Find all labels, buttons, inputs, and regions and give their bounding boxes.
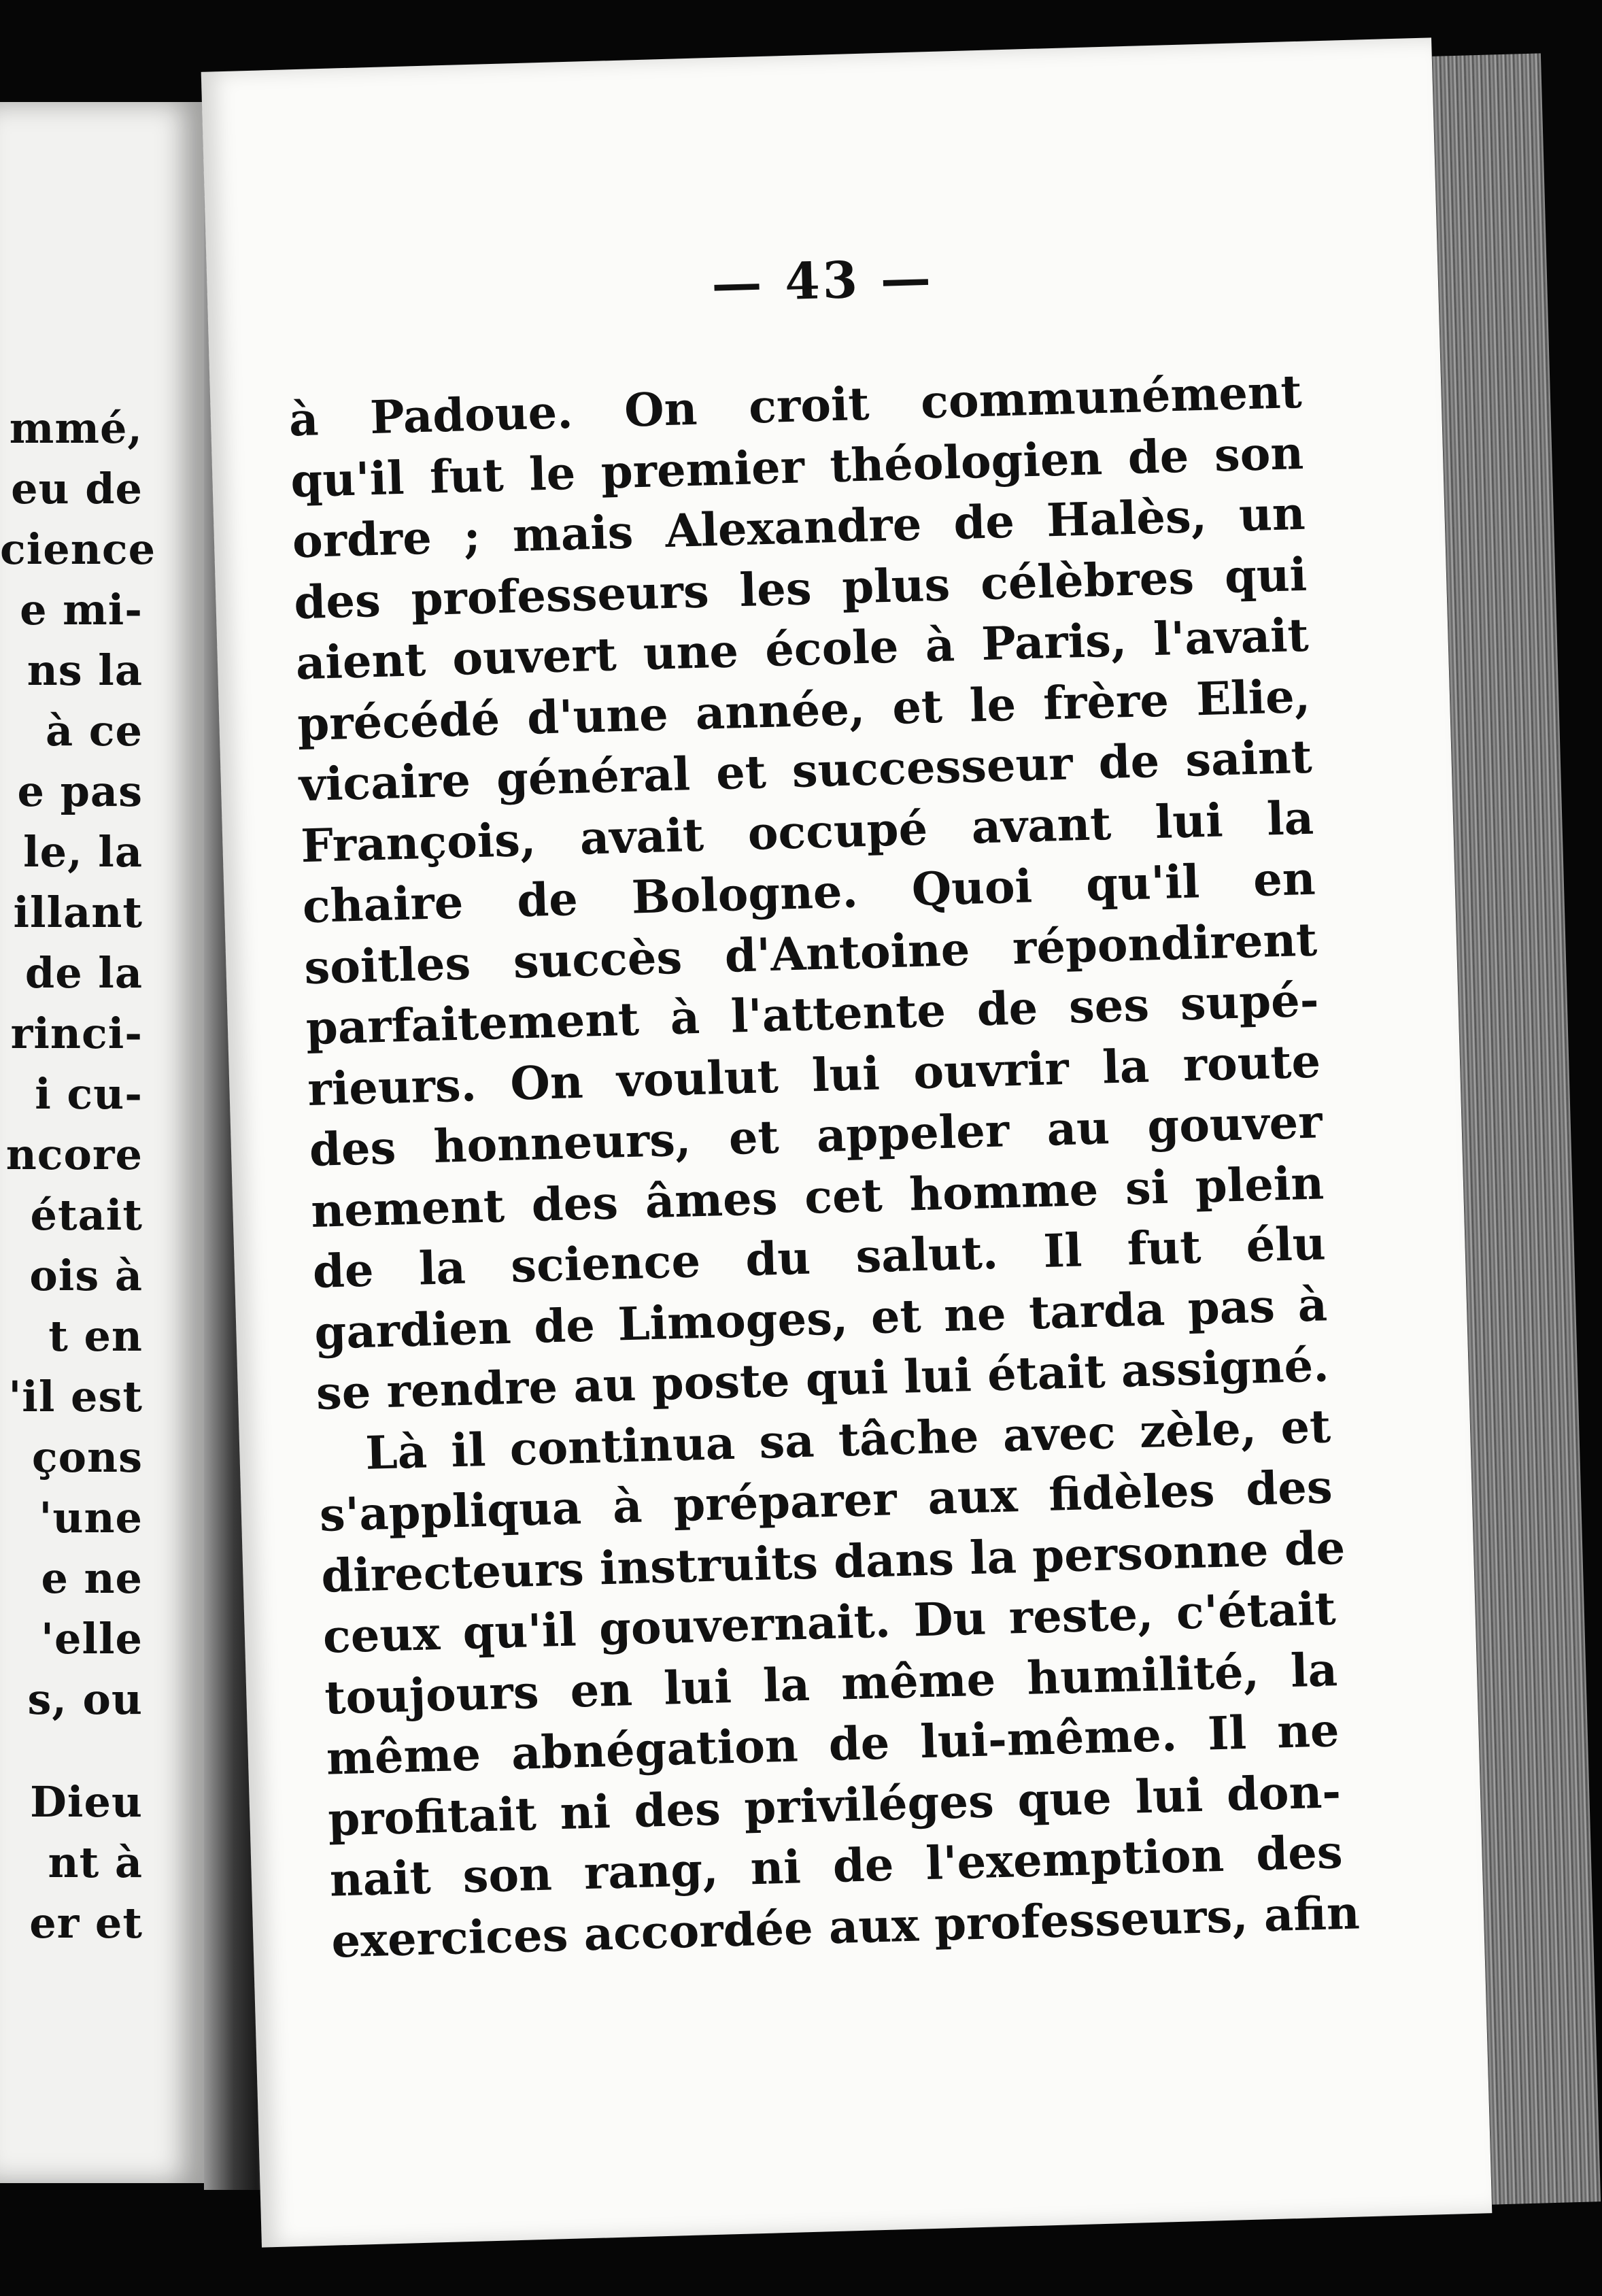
text-line: parfaitement à l'attente de ses supé- bbox=[305, 973, 1320, 1056]
left-line: à ce bbox=[46, 706, 143, 756]
left-line: était bbox=[30, 1190, 143, 1240]
left-line: 'une bbox=[39, 1493, 143, 1542]
text-line: à Padoue. On croit communément bbox=[288, 364, 1303, 447]
left-line: er et bbox=[29, 1898, 143, 1948]
text-line: vicaire général et successeur de saint bbox=[298, 729, 1313, 812]
text-line: exercices accordée aux professeurs, afin bbox=[330, 1885, 1361, 1968]
text-line: des professeurs les plus célèbres qui bbox=[293, 547, 1308, 629]
left-line: cience bbox=[0, 524, 156, 574]
text-line: ceux qu'il gouvernait. Du reste, c'était bbox=[322, 1581, 1337, 1664]
left-line-gap bbox=[0, 1729, 204, 1772]
text-line: s'appliqua à préparer aux fidèles des bbox=[318, 1459, 1333, 1542]
text-line: aient ouvert une école à Paris, l'avait bbox=[294, 607, 1310, 690]
right-page bbox=[201, 37, 1493, 2247]
left-line: 'elle bbox=[41, 1614, 143, 1664]
left-line: e mi- bbox=[20, 585, 143, 635]
left-line: mmé, bbox=[9, 403, 143, 453]
text-line: des honneurs, et appeler au gouver bbox=[308, 1094, 1323, 1177]
left-page bbox=[0, 102, 204, 2183]
left-line: ois à bbox=[29, 1251, 143, 1300]
left-line: ncore bbox=[5, 1130, 143, 1179]
left-line: ns la bbox=[27, 645, 143, 695]
text-line: soitles succès d'Antoine répondirent bbox=[303, 912, 1318, 994]
page-body-text bbox=[288, 361, 1361, 1972]
left-line: rinci- bbox=[10, 1009, 143, 1058]
text-line: même abnégation de lui-même. Il ne bbox=[325, 1703, 1340, 1785]
left-line: e ne bbox=[41, 1553, 143, 1603]
text-line: précédé d'une année, et le frère Elie, bbox=[296, 669, 1312, 751]
page-number: — 43 — bbox=[711, 248, 935, 314]
left-line: nt à bbox=[48, 1838, 143, 1887]
left-line: le, la bbox=[23, 827, 143, 877]
left-line: illant bbox=[13, 888, 143, 937]
left-line: de la bbox=[24, 948, 143, 998]
text-line: qu'il fut le premier théologien de son bbox=[290, 425, 1305, 507]
text-line: François, avait occupé avant lui la bbox=[300, 790, 1315, 873]
left-page-text bbox=[0, 398, 204, 1953]
left-line: 'il est bbox=[8, 1372, 143, 1421]
text-line: nement des âmes cet homme si plein bbox=[310, 1155, 1325, 1238]
text-line: ordre ; mais Alexandre de Halès, un bbox=[291, 486, 1306, 569]
text-line: toujours en lui la même humilité, la bbox=[324, 1642, 1338, 1725]
text-line: se rendre au poste qui lui était assigné. bbox=[315, 1338, 1330, 1420]
text-line: de la science du salut. Il fut élu bbox=[311, 1216, 1327, 1298]
text-line: gardien de Limoges, et ne tarda pas à bbox=[313, 1277, 1329, 1360]
left-line: çons bbox=[31, 1432, 143, 1482]
text-line-paragraph-start: Là il continua sa tâche avec zèle, et bbox=[364, 1398, 1332, 1480]
text-line: chaire de Bologne. Quoi qu'il en bbox=[301, 851, 1316, 934]
left-line: e pas bbox=[17, 766, 143, 816]
left-line: eu de bbox=[11, 464, 143, 513]
text-line: rieurs. On voulut lui ouvrir la route bbox=[307, 1034, 1322, 1116]
left-line: s, ou bbox=[27, 1674, 143, 1724]
text-line: profitait ni des priviléges que lui don- bbox=[327, 1763, 1342, 1846]
text-line: directeurs instruits dans la personne de bbox=[320, 1520, 1346, 1603]
left-line: i cu- bbox=[35, 1069, 143, 1119]
left-line: t en bbox=[48, 1311, 143, 1361]
left-line: Dieu bbox=[30, 1777, 143, 1827]
text-line: nait son rang, ni de l'exemption des bbox=[328, 1825, 1344, 1907]
